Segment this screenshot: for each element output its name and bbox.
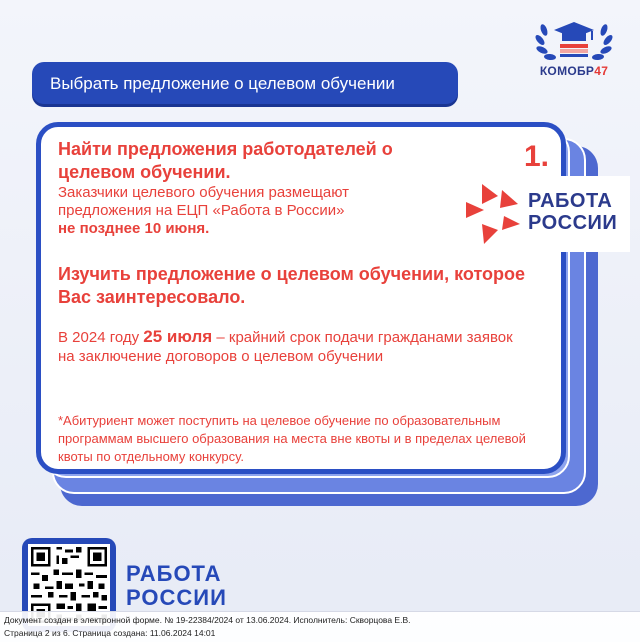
para-deadline [58, 327, 528, 366]
bottom-rr-line1: РАБОТА [126, 561, 222, 586]
footer-line1: Документ создан в электронной форме. № 19-22384/2024 от 13.06.2024. Исполнитель: Скворцова Е.В. [4, 615, 411, 625]
logo-text: КОМОБР47 [539, 64, 609, 78]
header-title-pill [32, 62, 458, 104]
para-customers-lead: Заказчики целевого обучения размещают предложения на ЕЦП «Работа в России» [58, 184, 350, 219]
graduation-cap-icon [554, 22, 594, 41]
heading-find-offers: Найти предложения работодателей о целевом обучении. [58, 139, 393, 182]
rabota-rossii-badge [456, 176, 630, 252]
footer-line2: Страница 2 из 6. Страница создана: 11.06.2024 14:01 [4, 628, 216, 638]
para-customers-deadline: не позднее 10 июня. [58, 220, 210, 237]
bottom-rabota-rossii-text [126, 562, 227, 610]
para-deadline-post: – крайний срок подачи гражданами заявок на заключение договоров о целевом обучении [58, 329, 513, 365]
heading-study-offer: Изучить предложение о целевом обучении, которое Вас заинтересовало. [58, 264, 526, 307]
para-deadline-pre: В 2024 году [58, 329, 144, 346]
header-title: Выбрать предложение о целевом обучении [50, 74, 395, 93]
para-customers [58, 184, 438, 238]
document-footer-stamp [0, 611, 640, 642]
step-number: 1. [524, 140, 550, 173]
rr-line1: РАБОТА [528, 190, 613, 212]
rabota-rossii-logo-icon [462, 182, 524, 246]
bottom-rr-line2: РОССИИ [126, 585, 227, 610]
komobr-logo [528, 16, 620, 86]
rabota-rossii-text [528, 190, 628, 234]
rr-line2: РОССИИ [528, 212, 618, 234]
laurel-logo-icon [528, 16, 620, 66]
footnote: *Абитуриент может поступить на целевое обучение по образовательным программам высшего образования на места вне квоты и в пределах целевой квоты по отдельному конкурсу. [58, 413, 526, 464]
para-deadline-date: 25 июля [143, 327, 213, 346]
